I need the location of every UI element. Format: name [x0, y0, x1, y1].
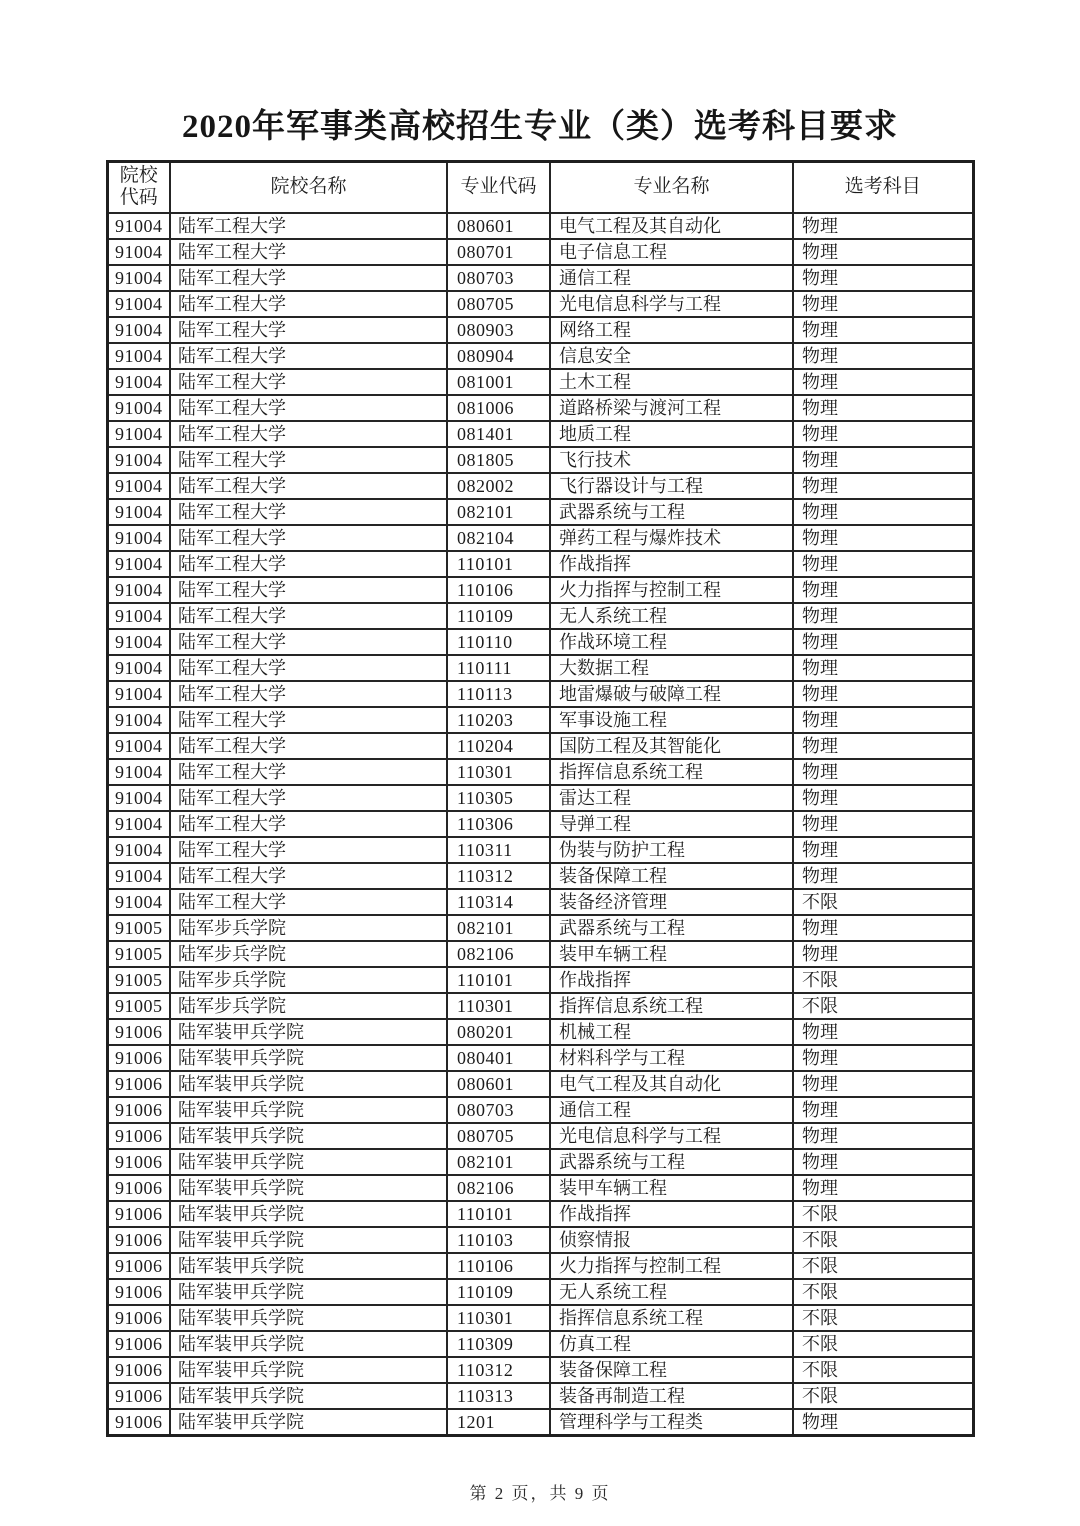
cell-major-code: 080601: [447, 1071, 550, 1097]
column-header-major-code: 专业代码: [447, 162, 550, 213]
cell-college-code: 91004: [107, 343, 170, 369]
cell-major-code: 110203: [447, 707, 550, 733]
cell-college-name: 陆军工程大学: [170, 655, 447, 681]
cell-exam-subjects: 物理: [793, 603, 973, 629]
cell-college-name: 陆军工程大学: [170, 213, 447, 239]
column-header-college-name: 院校名称: [170, 162, 447, 213]
cell-major-name: 飞行器设计与工程: [550, 473, 793, 499]
cell-college-code: 91004: [107, 447, 170, 473]
cell-major-code: 081805: [447, 447, 550, 473]
cell-major-name: 指挥信息系统工程: [550, 993, 793, 1019]
cell-college-name: 陆军装甲兵学院: [170, 1045, 447, 1071]
cell-exam-subjects: 物理: [793, 577, 973, 603]
table-row: [107, 811, 973, 837]
cell-college-name: 陆军装甲兵学院: [170, 1201, 447, 1227]
table-row: [107, 1227, 973, 1253]
page-title: 2020年军事类高校招生专业（类）选考科目要求: [182, 109, 898, 145]
cell-major-name: 伪装与防护工程: [550, 837, 793, 863]
cell-college-code: 91006: [107, 1149, 170, 1175]
cell-college-name: 陆军工程大学: [170, 343, 447, 369]
cell-major-code: 080904: [447, 343, 550, 369]
cell-major-name: 通信工程: [550, 1097, 793, 1123]
cell-exam-subjects: 物理: [793, 863, 973, 889]
table-row: [107, 369, 973, 395]
cell-major-name: 无人系统工程: [550, 1279, 793, 1305]
cell-major-name: 作战指挥: [550, 967, 793, 993]
cell-college-code: 91004: [107, 655, 170, 681]
cell-major-name: 飞行技术: [550, 447, 793, 473]
cell-college-name: 陆军工程大学: [170, 525, 447, 551]
cell-college-code: 91004: [107, 473, 170, 499]
cell-major-name: 道路桥梁与渡河工程: [550, 395, 793, 421]
cell-major-code: 082101: [447, 499, 550, 525]
cell-exam-subjects: 物理: [793, 265, 973, 291]
cell-exam-subjects: 物理: [793, 811, 973, 837]
cell-major-code: 110204: [447, 733, 550, 759]
cell-college-code: 91004: [107, 889, 170, 915]
cell-major-code: 110101: [447, 1201, 550, 1227]
cell-major-code: 082106: [447, 1175, 550, 1201]
cell-exam-subjects: 物理: [793, 551, 973, 577]
cell-college-name: 陆军装甲兵学院: [170, 1409, 447, 1436]
cell-major-code: 110311: [447, 837, 550, 863]
cell-college-name: 陆军工程大学: [170, 317, 447, 343]
cell-college-code: 91004: [107, 603, 170, 629]
cell-major-name: 电子信息工程: [550, 239, 793, 265]
table-row: [107, 551, 973, 577]
cell-exam-subjects: 不限: [793, 993, 973, 1019]
cell-major-code: 082104: [447, 525, 550, 551]
cell-exam-subjects: 物理: [793, 239, 973, 265]
cell-exam-subjects: 物理: [793, 525, 973, 551]
cell-major-code: 110301: [447, 993, 550, 1019]
table-row: [107, 629, 973, 655]
cell-college-name: 陆军装甲兵学院: [170, 1253, 447, 1279]
cell-college-name: 陆军工程大学: [170, 291, 447, 317]
cell-exam-subjects: 物理: [793, 1019, 973, 1045]
cell-major-code: 110306: [447, 811, 550, 837]
cell-college-name: 陆军装甲兵学院: [170, 1071, 447, 1097]
cell-college-name: 陆军装甲兵学院: [170, 1383, 447, 1409]
cell-exam-subjects: 物理: [793, 733, 973, 759]
cell-college-name: 陆军工程大学: [170, 499, 447, 525]
table-row: [107, 759, 973, 785]
cell-major-code: 110301: [447, 1305, 550, 1331]
cell-major-name: 机械工程: [550, 1019, 793, 1045]
cell-major-code: 080701: [447, 239, 550, 265]
cell-college-code: 91006: [107, 1253, 170, 1279]
cell-major-name: 地雷爆破与破障工程: [550, 681, 793, 707]
cell-major-name: 电气工程及其自动化: [550, 213, 793, 239]
cell-college-name: 陆军装甲兵学院: [170, 1357, 447, 1383]
column-header-major-name: 专业名称: [550, 162, 793, 213]
cell-exam-subjects: 不限: [793, 1227, 973, 1253]
cell-college-code: 91006: [107, 1097, 170, 1123]
cell-major-name: 地质工程: [550, 421, 793, 447]
table-row: [107, 395, 973, 421]
cell-exam-subjects: 不限: [793, 889, 973, 915]
cell-college-code: 91004: [107, 759, 170, 785]
cell-major-name: 装备再制造工程: [550, 1383, 793, 1409]
cell-college-code: 91004: [107, 811, 170, 837]
cell-major-code: 110313: [447, 1383, 550, 1409]
cell-college-code: 91004: [107, 265, 170, 291]
cell-college-code: 91004: [107, 525, 170, 551]
cell-college-code: 91004: [107, 239, 170, 265]
cell-exam-subjects: 物理: [793, 1175, 973, 1201]
cell-exam-subjects: 物理: [793, 1045, 973, 1071]
cell-major-name: 火力指挥与控制工程: [550, 577, 793, 603]
cell-college-code: 91006: [107, 1331, 170, 1357]
cell-college-code: 91004: [107, 629, 170, 655]
cell-college-code: 91005: [107, 993, 170, 1019]
table-row: [107, 447, 973, 473]
table-row: [107, 1331, 973, 1357]
cell-major-name: 无人系统工程: [550, 603, 793, 629]
table-row: [107, 889, 973, 915]
cell-major-code: 110305: [447, 785, 550, 811]
cell-college-code: 91004: [107, 395, 170, 421]
cell-major-name: 火力指挥与控制工程: [550, 1253, 793, 1279]
table-row: [107, 863, 973, 889]
table-row: [107, 837, 973, 863]
cell-college-name: 陆军工程大学: [170, 785, 447, 811]
cell-major-name: 大数据工程: [550, 655, 793, 681]
cell-college-code: 91006: [107, 1279, 170, 1305]
table-row: [107, 577, 973, 603]
cell-major-name: 光电信息科学与工程: [550, 1123, 793, 1149]
cell-college-name: 陆军步兵学院: [170, 967, 447, 993]
cell-college-name: 陆军装甲兵学院: [170, 1227, 447, 1253]
table-row: [107, 707, 973, 733]
cell-major-name: 弹药工程与爆炸技术: [550, 525, 793, 551]
table-row: [107, 1097, 973, 1123]
cell-major-code: 110309: [447, 1331, 550, 1357]
cell-major-name: 管理科学与工程类: [550, 1409, 793, 1436]
table-row: [107, 291, 973, 317]
cell-major-name: 指挥信息系统工程: [550, 759, 793, 785]
cell-college-code: 91004: [107, 733, 170, 759]
table-row: [107, 1045, 973, 1071]
table-row: [107, 473, 973, 499]
cell-major-code: 110113: [447, 681, 550, 707]
cell-exam-subjects: 物理: [793, 759, 973, 785]
cell-college-code: 91004: [107, 785, 170, 811]
cell-exam-subjects: 物理: [793, 1071, 973, 1097]
cell-exam-subjects: 物理: [793, 629, 973, 655]
cell-exam-subjects: 物理: [793, 915, 973, 941]
cell-college-code: 91004: [107, 863, 170, 889]
cell-exam-subjects: 物理: [793, 1409, 973, 1436]
cell-major-code: 110101: [447, 551, 550, 577]
cell-college-name: 陆军工程大学: [170, 707, 447, 733]
cell-exam-subjects: 不限: [793, 1357, 973, 1383]
cell-exam-subjects: 物理: [793, 317, 973, 343]
table-row: [107, 1383, 973, 1409]
cell-college-code: 91006: [107, 1357, 170, 1383]
table-row: [107, 915, 973, 941]
cell-exam-subjects: 物理: [793, 785, 973, 811]
cell-major-code: 110301: [447, 759, 550, 785]
page-footer: 第 2 页，共 9 页: [469, 1483, 611, 1503]
cell-major-name: 装备保障工程: [550, 863, 793, 889]
cell-exam-subjects: 物理: [793, 343, 973, 369]
cell-major-code: 080903: [447, 317, 550, 343]
cell-exam-subjects: 不限: [793, 967, 973, 993]
table-head: [107, 162, 973, 213]
cell-college-code: 91006: [107, 1409, 170, 1436]
cell-college-name: 陆军步兵学院: [170, 941, 447, 967]
cell-major-name: 导弹工程: [550, 811, 793, 837]
table-row: [107, 499, 973, 525]
cell-exam-subjects: 物理: [793, 499, 973, 525]
cell-major-code: 082101: [447, 1149, 550, 1175]
cell-exam-subjects: 不限: [793, 1201, 973, 1227]
cell-college-code: 91006: [107, 1305, 170, 1331]
cell-college-code: 91004: [107, 577, 170, 603]
cell-college-code: 91004: [107, 421, 170, 447]
cell-exam-subjects: 物理: [793, 1097, 973, 1123]
cell-exam-subjects: 不限: [793, 1253, 973, 1279]
cell-major-code: 110110: [447, 629, 550, 655]
cell-exam-subjects: 不限: [793, 1331, 973, 1357]
cell-major-code: 080601: [447, 213, 550, 239]
cell-college-name: 陆军步兵学院: [170, 915, 447, 941]
table-row: [107, 603, 973, 629]
table-row: [107, 213, 973, 239]
cell-college-name: 陆军工程大学: [170, 239, 447, 265]
cell-college-name: 陆军装甲兵学院: [170, 1097, 447, 1123]
table-row: [107, 317, 973, 343]
table-row: [107, 1357, 973, 1383]
cell-college-code: 91004: [107, 291, 170, 317]
cell-college-code: 91006: [107, 1175, 170, 1201]
cell-major-name: 雷达工程: [550, 785, 793, 811]
cell-major-code: 082106: [447, 941, 550, 967]
table-row: [107, 967, 973, 993]
cell-major-name: 材料科学与工程: [550, 1045, 793, 1071]
cell-college-name: 陆军装甲兵学院: [170, 1123, 447, 1149]
table-row: [107, 1305, 973, 1331]
cell-major-name: 侦察情报: [550, 1227, 793, 1253]
cell-exam-subjects: 物理: [793, 291, 973, 317]
cell-exam-subjects: 物理: [793, 1149, 973, 1175]
cell-college-code: 91006: [107, 1045, 170, 1071]
cell-major-name: 武器系统与工程: [550, 499, 793, 525]
cell-major-code: 082101: [447, 915, 550, 941]
table-row: [107, 1279, 973, 1305]
cell-major-code: 081006: [447, 395, 550, 421]
cell-college-code: 91006: [107, 1071, 170, 1097]
cell-college-name: 陆军工程大学: [170, 759, 447, 785]
cell-college-name: 陆军工程大学: [170, 577, 447, 603]
table-row: [107, 993, 973, 1019]
table-row: [107, 681, 973, 707]
header-row: [107, 162, 973, 213]
cell-major-name: 作战指挥: [550, 1201, 793, 1227]
cell-major-name: 装备经济管理: [550, 889, 793, 915]
table-row: [107, 1123, 973, 1149]
cell-major-code: 110312: [447, 863, 550, 889]
cell-college-name: 陆军工程大学: [170, 447, 447, 473]
cell-major-code: 110103: [447, 1227, 550, 1253]
cell-college-name: 陆军工程大学: [170, 473, 447, 499]
cell-college-code: 91004: [107, 369, 170, 395]
cell-major-code: 080705: [447, 291, 550, 317]
cell-exam-subjects: 物理: [793, 421, 973, 447]
table-row: [107, 1409, 973, 1436]
cell-college-code: 91005: [107, 967, 170, 993]
cell-major-code: 080703: [447, 1097, 550, 1123]
cell-major-name: 装甲车辆工程: [550, 1175, 793, 1201]
cell-college-name: 陆军装甲兵学院: [170, 1279, 447, 1305]
table-row: [107, 1175, 973, 1201]
cell-college-code: 91004: [107, 499, 170, 525]
cell-major-name: 武器系统与工程: [550, 1149, 793, 1175]
cell-college-name: 陆军装甲兵学院: [170, 1019, 447, 1045]
cell-college-name: 陆军工程大学: [170, 681, 447, 707]
cell-major-name: 指挥信息系统工程: [550, 1305, 793, 1331]
cell-exam-subjects: 物理: [793, 655, 973, 681]
cell-college-name: 陆军装甲兵学院: [170, 1175, 447, 1201]
cell-major-code: 080703: [447, 265, 550, 291]
cell-exam-subjects: 物理: [793, 447, 973, 473]
cell-major-name: 军事设施工程: [550, 707, 793, 733]
cell-major-name: 国防工程及其智能化: [550, 733, 793, 759]
cell-major-name: 作战指挥: [550, 551, 793, 577]
cell-college-code: 91005: [107, 941, 170, 967]
cell-major-name: 仿真工程: [550, 1331, 793, 1357]
cell-major-name: 电气工程及其自动化: [550, 1071, 793, 1097]
cell-exam-subjects: 物理: [793, 369, 973, 395]
table-row: [107, 525, 973, 551]
cell-college-name: 陆军工程大学: [170, 421, 447, 447]
cell-college-code: 91005: [107, 915, 170, 941]
cell-college-name: 陆军装甲兵学院: [170, 1331, 447, 1357]
cell-major-code: 080705: [447, 1123, 550, 1149]
cell-college-name: 陆军工程大学: [170, 733, 447, 759]
table-row: [107, 785, 973, 811]
cell-college-name: 陆军工程大学: [170, 265, 447, 291]
cell-college-code: 91006: [107, 1201, 170, 1227]
table-row: [107, 1071, 973, 1097]
cell-college-name: 陆军工程大学: [170, 603, 447, 629]
cell-exam-subjects: 物理: [793, 837, 973, 863]
cell-college-name: 陆军工程大学: [170, 551, 447, 577]
cell-exam-subjects: 不限: [793, 1279, 973, 1305]
cell-major-code: 080401: [447, 1045, 550, 1071]
table-body: [107, 213, 973, 1436]
cell-college-name: 陆军工程大学: [170, 863, 447, 889]
cell-major-code: 1201: [447, 1409, 550, 1436]
cell-exam-subjects: 物理: [793, 213, 973, 239]
cell-exam-subjects: 物理: [793, 941, 973, 967]
table-row: [107, 343, 973, 369]
cell-major-code: 082002: [447, 473, 550, 499]
column-header-college-code: 院校代码: [107, 162, 170, 213]
cell-exam-subjects: 物理: [793, 707, 973, 733]
cell-college-code: 91004: [107, 681, 170, 707]
table-row: [107, 1149, 973, 1175]
table-row: [107, 421, 973, 447]
cell-college-name: 陆军工程大学: [170, 889, 447, 915]
cell-exam-subjects: 不限: [793, 1383, 973, 1409]
cell-major-code: 110312: [447, 1357, 550, 1383]
table-row: [107, 265, 973, 291]
cell-major-code: 110106: [447, 577, 550, 603]
cell-major-name: 网络工程: [550, 317, 793, 343]
cell-major-name: 作战环境工程: [550, 629, 793, 655]
cell-major-name: 光电信息科学与工程: [550, 291, 793, 317]
cell-college-code: 91004: [107, 837, 170, 863]
cell-major-code: 110106: [447, 1253, 550, 1279]
cell-college-code: 91006: [107, 1019, 170, 1045]
table-row: [107, 1253, 973, 1279]
cell-college-name: 陆军装甲兵学院: [170, 1305, 447, 1331]
cell-exam-subjects: 物理: [793, 681, 973, 707]
cell-college-code: 91004: [107, 551, 170, 577]
cell-exam-subjects: 物理: [793, 473, 973, 499]
cell-major-name: 装备保障工程: [550, 1357, 793, 1383]
cell-college-name: 陆军步兵学院: [170, 993, 447, 1019]
cell-exam-subjects: 物理: [793, 395, 973, 421]
table-row: [107, 1019, 973, 1045]
table-row: [107, 733, 973, 759]
cell-exam-subjects: 物理: [793, 1123, 973, 1149]
cell-major-code: 110111: [447, 655, 550, 681]
cell-college-code: 91004: [107, 213, 170, 239]
column-header-exam-subjects: 选考科目: [793, 162, 973, 213]
cell-major-code: 080201: [447, 1019, 550, 1045]
cell-major-code: 110109: [447, 1279, 550, 1305]
cell-college-code: 91006: [107, 1227, 170, 1253]
cell-college-name: 陆军工程大学: [170, 369, 447, 395]
cell-major-code: 081001: [447, 369, 550, 395]
cell-exam-subjects: 不限: [793, 1305, 973, 1331]
cell-major-code: 110109: [447, 603, 550, 629]
table-row: [107, 655, 973, 681]
subjects-table: [106, 160, 975, 1437]
cell-major-name: 信息安全: [550, 343, 793, 369]
cell-major-code: 110101: [447, 967, 550, 993]
table-row: [107, 1201, 973, 1227]
cell-major-name: 武器系统与工程: [550, 915, 793, 941]
cell-college-code: 91004: [107, 707, 170, 733]
table-row: [107, 239, 973, 265]
cell-college-name: 陆军工程大学: [170, 837, 447, 863]
cell-college-code: 91006: [107, 1123, 170, 1149]
cell-college-code: 91006: [107, 1383, 170, 1409]
cell-college-name: 陆军装甲兵学院: [170, 1149, 447, 1175]
cell-college-code: 91004: [107, 317, 170, 343]
cell-major-code: 110314: [447, 889, 550, 915]
cell-major-name: 通信工程: [550, 265, 793, 291]
cell-college-name: 陆军工程大学: [170, 395, 447, 421]
cell-major-name: 装甲车辆工程: [550, 941, 793, 967]
table-row: [107, 941, 973, 967]
cell-college-name: 陆军工程大学: [170, 629, 447, 655]
cell-college-name: 陆军工程大学: [170, 811, 447, 837]
cell-major-name: 土木工程: [550, 369, 793, 395]
cell-major-code: 081401: [447, 421, 550, 447]
